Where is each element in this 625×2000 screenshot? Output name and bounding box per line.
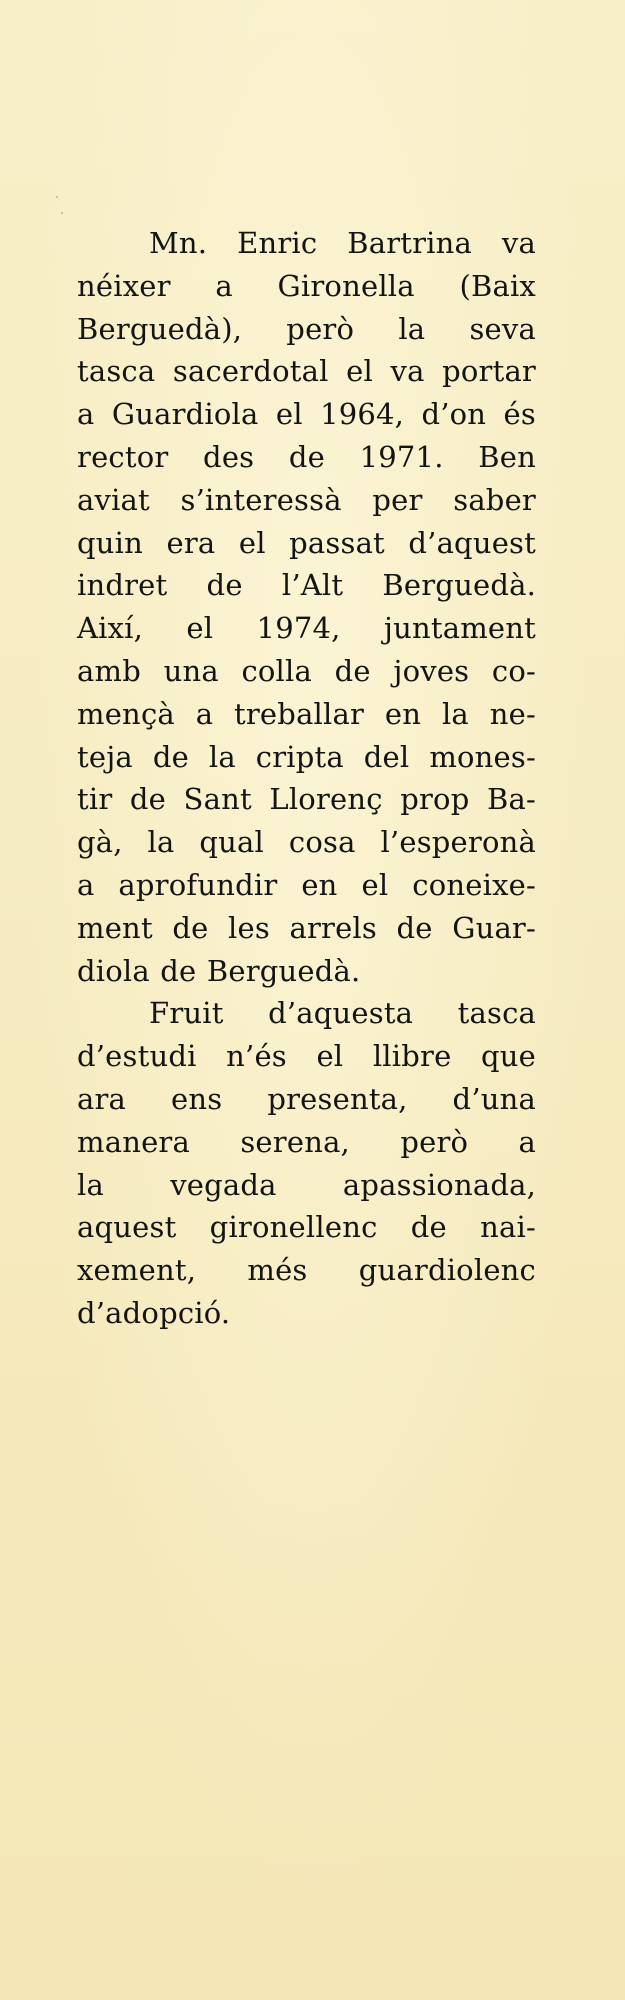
text-line: d’estudi n’és el llibre que bbox=[77, 1039, 536, 1074]
text-line: tir de Sant Llorenç prop Ba- bbox=[77, 782, 536, 817]
text-line: ment de les arrels de Guar- bbox=[77, 910, 536, 945]
text-line: d’adopció. bbox=[77, 1295, 231, 1330]
text-line: xement, més guardiolenc bbox=[77, 1253, 536, 1288]
text-line: manera serena, però a bbox=[77, 1124, 536, 1159]
paper-speck bbox=[56, 196, 58, 198]
paragraph-2 bbox=[77, 992, 536, 1334]
text-line: a aprofundir en el coneixe- bbox=[77, 867, 536, 902]
text-line: gà, la qual cosa l’esperonà bbox=[77, 825, 536, 860]
paper-speck bbox=[61, 212, 63, 214]
text-line: aquest gironellenc de nai- bbox=[77, 1210, 536, 1245]
biography-text bbox=[77, 222, 536, 1335]
paragraph-1 bbox=[77, 222, 536, 992]
text-line: la vegada apassionada, bbox=[77, 1167, 536, 1202]
text-line: mençà a treballar en la ne- bbox=[77, 696, 536, 731]
text-line: Mn. Enric Bartrina va bbox=[149, 226, 536, 260]
text-line: a Guardiola el 1964, d’on és bbox=[77, 397, 536, 432]
text-line: tasca sacerdotal el va portar bbox=[77, 354, 536, 389]
text-line: diola de Berguedà. bbox=[77, 953, 361, 988]
text-line: néixer a Gironella (Baix bbox=[77, 268, 536, 303]
text-line: ara ens presenta, d’una bbox=[77, 1081, 536, 1116]
text-line: Berguedà), però la seva bbox=[77, 311, 536, 346]
text-line: rector des de 1971. Ben bbox=[77, 439, 536, 474]
text-line: indret de l’Alt Berguedà. bbox=[77, 568, 536, 603]
text-line: teja de la cripta del mones- bbox=[77, 739, 536, 774]
text-line: amb una colla de joves co- bbox=[77, 653, 536, 688]
text-line: aviat s’interessà per saber bbox=[77, 482, 536, 517]
text-line: quin era el passat d’aquest bbox=[77, 525, 536, 560]
text-line: Així, el 1974, juntament bbox=[77, 611, 536, 646]
text-line: Fruit d’aquesta tasca bbox=[149, 996, 536, 1031]
